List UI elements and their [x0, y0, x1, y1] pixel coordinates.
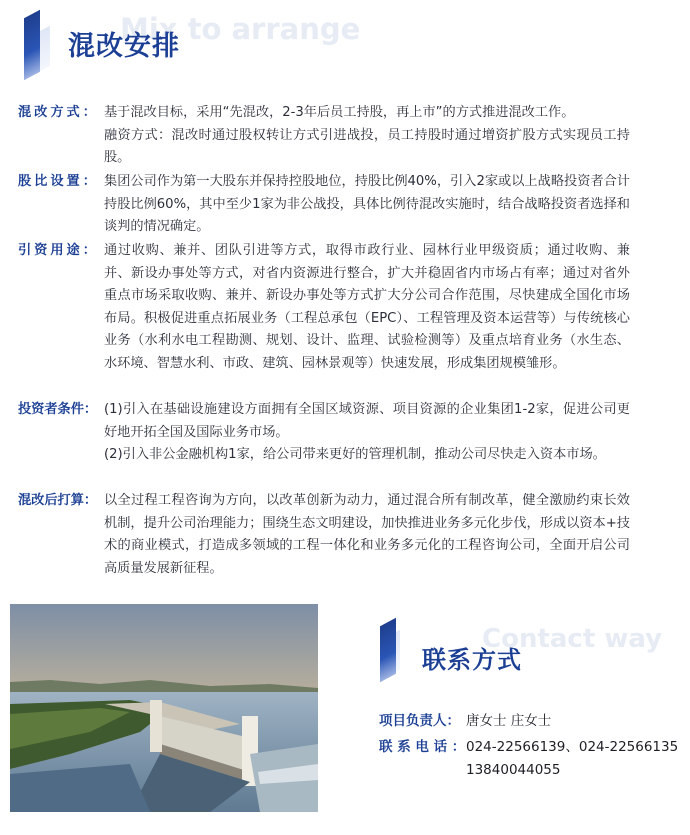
row-share-setting — [18, 171, 630, 239]
row-text — [104, 490, 630, 580]
row-label: 投资者条件： — [18, 402, 98, 417]
section-watermark: Mix to arrange — [120, 12, 361, 46]
row-label: 混改方式： — [18, 105, 99, 120]
paragraph: 集团公司作为第一大股东并保持控股地位，持股比例40%，引入2家或以上战略投资者合计持股比例60%，其中至少1家为非公战投，具体比例待混改实施时，结合战略投资者选择和谈判的情况确定。 — [104, 174, 630, 234]
contact-phone-value: 024-22566139、024-22566135 — [466, 739, 679, 755]
project-photo-illustration — [10, 604, 318, 812]
contact-phone-label: 联 系 电 话 ： — [379, 739, 466, 755]
row-mix-method — [18, 102, 630, 170]
contact-decoration-accent — [380, 618, 396, 683]
contact-watermark: Contact way — [482, 624, 663, 654]
contact-title: 联系方式 — [422, 646, 522, 674]
section-title-mix-arrange: 混改安排 — [68, 31, 180, 62]
row-text — [104, 240, 630, 375]
contact-person-label: 项目负责人： — [379, 713, 460, 729]
contact-phone-value-mobile: 13840044055 — [466, 762, 561, 778]
header-decoration-accent — [24, 10, 40, 81]
contact-person-value: 唐女士 庄女士 — [466, 713, 552, 729]
row-text — [104, 102, 630, 170]
row-post-reform-plan — [18, 490, 630, 580]
row-text — [104, 171, 630, 239]
row-label: 引资用途： — [18, 243, 99, 258]
paragraph: (1)引入在基础设施建设方面拥有全国区域资源、项目资源的企业集团1-2家，促进公司更好地开拓全国及国际业务市场。 — [104, 402, 630, 440]
paragraph: 通过收购、兼并、团队引进等方式，取得市政行业、园林行业甲级资质；通过收购、兼并、新设办事处等方式，对省内资源进行整合，扩大并稳固省内市场占有率；通过对省外重点市场采取收购、兼并、新设办事处等方式扩大分公司合作范围，尽快建成全国化市场布局。积极促进重点拓展业务（工程总承包（EPC）、工程管理及资本运营等）与传统核心业务（水利水电工程勘测、规划、设计、监理、试验检测等）及重点培育业务（水生态、水环境、智慧水利、市政、建筑、园林景观等）快速发展，形成集团规模雏形。 — [104, 243, 630, 371]
row-investor-conditions — [18, 399, 630, 467]
project-photo — [10, 604, 318, 812]
row-fund-use — [18, 240, 630, 375]
paragraph: 以全过程工程咨询为方向，以改革创新为动力，通过混合所有制改革，健全激励约束长效机制，提升公司治理能力；围绕生态文明建设，加快推进业务多元化步伐，形成以资本+技术的商业模式，打造成多领域的工程一体化和业务多元化的工程咨询公司，全面开启公司高质量发展新征程。 — [104, 493, 630, 576]
row-text — [104, 399, 630, 467]
row-label: 混改后打算： — [18, 493, 98, 508]
paragraph: (2)引入非公金融机构1家，给公司带来更好的管理机制，推动公司尽快走入资本市场。 — [104, 447, 606, 462]
row-label: 股比设置： — [18, 174, 99, 189]
paragraph: 融资方式：混改时通过股权转让方式引进战投，员工持股时通过增资扩股方式实现员工持股。 — [104, 127, 630, 165]
paragraph: 基于混改目标，采用“先混改，2-3年后员工持股，再上市”的方式推进混改工作。 — [104, 105, 575, 120]
